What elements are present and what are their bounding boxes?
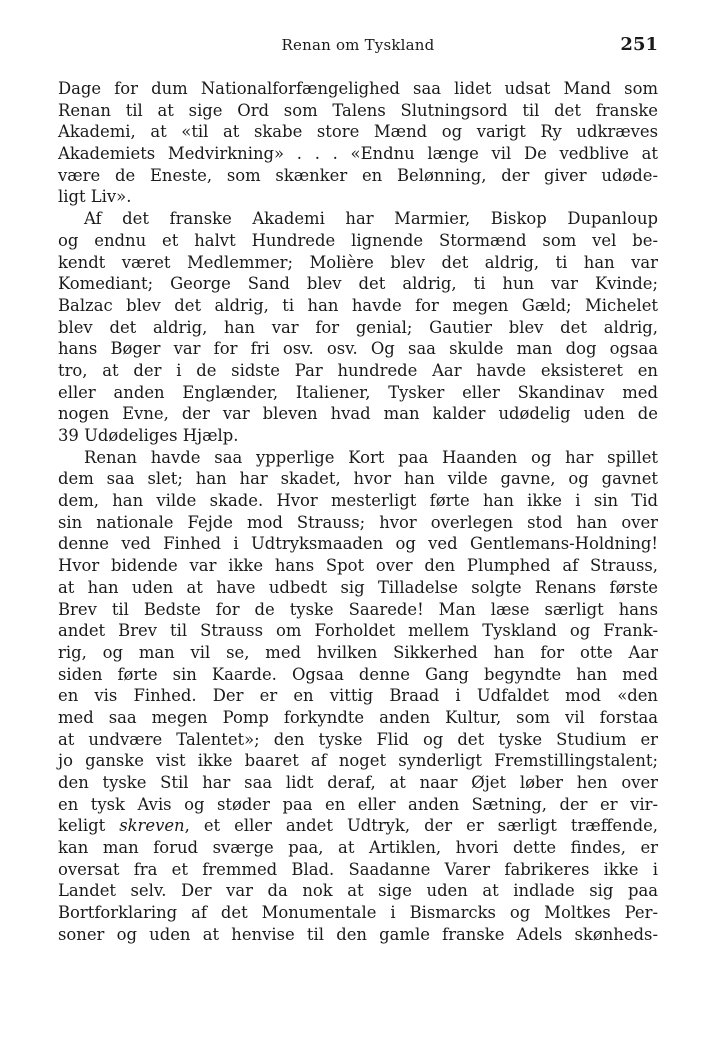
text-segment: , et eller andet Udtryk, der er særligt træffende,: [184, 816, 659, 836]
text-line: at undvære Talentet»; den tyske Flid og det tyske Studium er: [58, 729, 658, 749]
text-line: den tyske Stil har saa lidt deraf, at naar Øjet løber hen over: [58, 773, 658, 792]
text-line: sin nationale Fejde mod Strauss; hvor overlegen stod han over: [58, 512, 658, 532]
paragraph-start-line: Renan havde saa ypperlige Kort paa Haanden og har spillet: [84, 447, 658, 467]
text-line: oversat fra et fremmed Blad. Saadanne Varer fabrikeres ikke i: [58, 859, 658, 879]
text-line: være de Eneste, som skænker en Belønning, der giver udøde-: [58, 165, 658, 185]
body-text: [58, 78, 658, 946]
text-line: jo ganske vist ikke baaret af noget synderligt Fremstillingstalent;: [58, 751, 658, 771]
text-line: Akademiets Medvirkning» . . . «Endnu længe vil De vedblive at: [58, 144, 658, 164]
text-line: at han uden at have udbedt sig Tilladelse solgte Renans første: [58, 577, 658, 597]
text-line: Komediant; George Sand blev det aldrig, ti hun var Kvinde;: [58, 274, 658, 294]
text-line: denne ved Finhed i Udtryksmaaden og ved Gentlemans-Holdning!: [58, 534, 658, 554]
text-line: blev det aldrig, han var for genial; Gautier blev det aldrig,: [58, 317, 658, 337]
text-line: kendt været Medlemmer; Molière blev det aldrig, ti han var: [58, 252, 658, 272]
text-line: Landet selv. Der var da nok at sige uden at indlade sig paa: [58, 881, 658, 901]
text-line: dem saa slet; han har skadet, hvor han vilde gavne, og gavnet: [58, 469, 658, 489]
text-line: Renan til at sige Ord som Talens Slutningsord til det franske: [58, 100, 658, 120]
text-line: dem, han vilde skade. Hvor mesterligt førte han ikke i sin Tid: [58, 491, 658, 511]
text-line: soner og uden at henvise til den gamle franske Adels skønheds-: [58, 924, 658, 944]
text-line: kan man forud sværge paa, at Artiklen, hvori dette findes, er: [58, 838, 658, 858]
text-line: hans Bøger var for fri osv. osv. Og saa skulde man dog ogsaa: [58, 339, 658, 359]
running-title: Renan om Tyskland: [281, 36, 435, 54]
text-line: tro, at der i de sidste Par hundrede Aar havde eksisteret en: [58, 360, 658, 380]
text-line: eller anden Englænder, Italiener, Tysker eller Skandinav med: [58, 382, 658, 402]
text-line: andet Brev til Strauss om Forholdet mellem Tyskland og Frank-: [58, 621, 658, 641]
text-line: en vis Finhed. Der er en vittig Braad i Udfaldet mod «den: [58, 686, 658, 706]
text-line: Brev til Bedste for de tyske Saarede! Man læse særligt hans: [58, 599, 658, 619]
text-line: Akademi, at «til at skabe store Mænd og varigt Ry udkræves: [58, 122, 658, 142]
text-line-with-italic: [58, 815, 658, 837]
page-number: 251: [620, 34, 658, 55]
text-segment: keligt: [58, 816, 106, 836]
text-line: nogen Evne, der var bleven hvad man kalder udødelig uden de: [58, 404, 658, 424]
italic-word: skreven: [119, 816, 185, 836]
text-line: Bortforklaring af det Monumentale i Bismarcks og Moltkes Per-: [58, 903, 658, 923]
text-line: ligt Liv».: [58, 187, 132, 207]
text-line: Dage for dum Nationalforfængelighed saa lidet udsat Mand som: [58, 79, 658, 98]
text-line: og endnu et halvt Hundrede lignende Stormænd som vel be-: [58, 230, 658, 250]
text-line: Hvor bidende var ikke hans Spot over den Plumphed af Strauss,: [58, 556, 658, 576]
running-head: [58, 36, 658, 60]
text-line: en tysk Avis og støder paa en eller anden Sætning, der er vir-: [58, 794, 658, 814]
text-line: med saa megen Pomp forkyndte anden Kultur, som vil forstaa: [58, 707, 658, 727]
text-line: 39 Udødeliges Hjælp.: [58, 426, 239, 445]
paragraph-start-line: Af det franske Akademi har Marmier, Biskop Dupanloup: [84, 209, 658, 229]
text-line: rig, og man vil se, med hvilken Sikkerhed han for otte Aar: [58, 642, 658, 662]
text-line: siden førte sin Kaarde. Ogsaa denne Gang begyndte han med: [58, 664, 658, 684]
text-line: Balzac blev det aldrig, ti han havde for megen Gæld; Michelet: [58, 295, 658, 315]
